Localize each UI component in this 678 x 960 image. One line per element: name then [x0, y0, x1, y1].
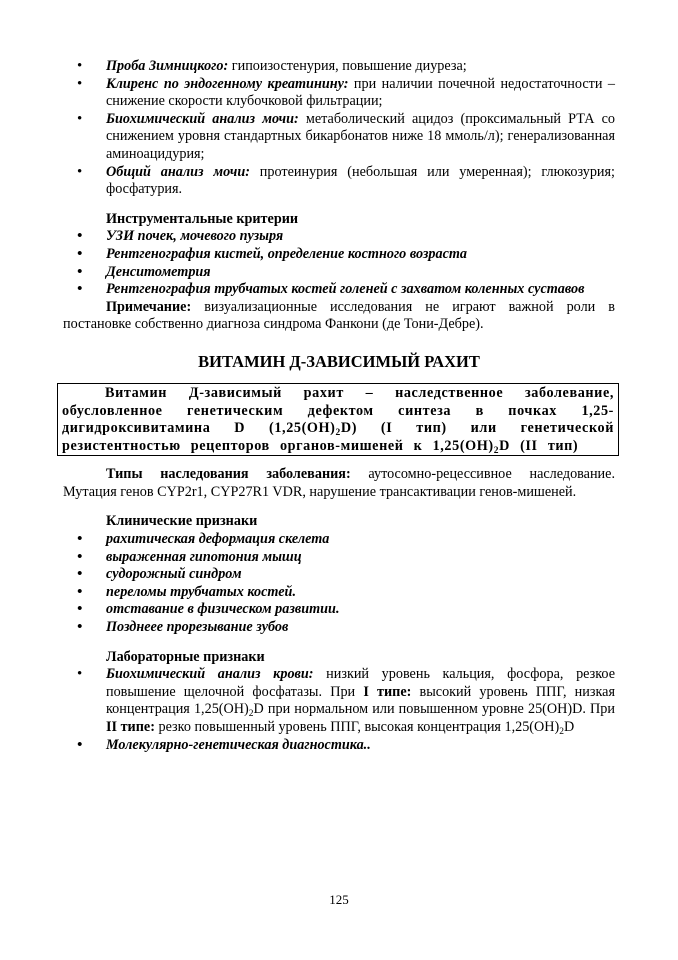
list-item: • выраженная гипотония мышц	[63, 549, 615, 567]
page-number: 125	[329, 892, 349, 907]
clinical-list	[63, 531, 615, 637]
list-item	[63, 164, 615, 199]
top-bullet-list	[63, 58, 615, 199]
bullet-label: Биохимический анализ мочи:	[106, 110, 299, 127]
note-text: визуализационные исследования не играют важной роли в постановке собственно диагноза синдрома Фанкони (де Тони-Дебре).	[63, 298, 615, 333]
definition-box	[57, 383, 619, 456]
inheritance-paragraph	[63, 466, 615, 501]
section-title: ВИТАМИН Д-ЗАВИСИМЫЙ РАХИТ	[198, 351, 480, 371]
inheritance-label: Типы наследования заболевания:	[106, 466, 351, 483]
list-item	[63, 58, 615, 76]
bullet-text: протеинурия (небольшая или умеренная); глюкозурия; фосфатурия.	[106, 163, 615, 198]
list-item: • Рентгенография трубчатых костей голеней с захватом коленных суставов	[63, 281, 615, 299]
list-item: • Позднеее прорезывание зубов	[63, 619, 615, 637]
bullet-text: метаболический ацидоз (проксимальный РТА со снижением уровня стандартных бикарбонатов ниже 18 ммоль/л); генерализованная аминоацидурия;	[106, 110, 615, 162]
lab-list	[63, 666, 615, 754]
list-item: • Денситометрия	[63, 264, 615, 282]
page-content	[63, 58, 615, 754]
list-item: • отставание в физическом развитии.	[63, 601, 615, 619]
list-item: • УЗИ почек, мочевого пузыря	[63, 228, 615, 246]
list-item: • Молекулярно-генетическая диагностика..	[63, 737, 615, 755]
note-paragraph	[63, 299, 615, 334]
bullet-label: Общий анализ мочи:	[106, 163, 250, 180]
instrumental-list	[63, 228, 615, 298]
list-item: • Биохимический анализ крови: низкий уровень кальция, фосфора, резкое повышение щелочной фосфатазы. При I типе: высокий уровень ППГ, низкая концентрация $1,25(OH)_2D$ при нормальном или повышенном уровне 25(OH)D. При II типе: резко повышенный уровень ППГ, высокая концентрация $1,25(OH)_2D$	[63, 666, 615, 736]
bullet-text: гипоизостенурия, повышение диуреза;	[228, 58, 467, 74]
clinical-heading: Клинические признаки	[106, 513, 258, 530]
definition-text: Витамин Д-зависимый рахит – наследственное заболевание, обусловленное генетическим дефектом синтеза в почках 1,25-дигидроксивитамина D $(1,25(OH)_2D)$ (I тип) или генетической резистентностью рецепторов органов-мишеней к $1,25(OH)_2D$ (II тип)	[62, 384, 615, 456]
note-label: Примечание:	[106, 298, 192, 315]
list-item	[63, 111, 615, 164]
list-item	[63, 76, 615, 111]
list-item: • Рентгенография кистей, определение костного возраста	[63, 246, 615, 264]
lab-heading: Лабораторные признаки	[106, 648, 265, 665]
instrumental-heading: Инструментальные критерии	[106, 210, 299, 227]
list-item: • переломы трубчатых костей.	[63, 584, 615, 602]
list-item: • рахитическая деформация скелета	[63, 531, 615, 549]
inheritance-text: аутосомно-рецессивное наследование. Мутация генов CYP2r1, CYP27R1 VDR, нарушение трансактивации генов-мишеней.	[63, 466, 615, 500]
bullet-label: Проба Зимницкого:	[106, 58, 229, 74]
bullet-text: при наличии почечной недостаточности – снижение скорости клубочковой фильтрации;	[106, 75, 615, 110]
list-item: • судорожный синдром	[63, 566, 615, 584]
bullet-label: Клиренс по эндогенному креатинину:	[106, 75, 349, 92]
